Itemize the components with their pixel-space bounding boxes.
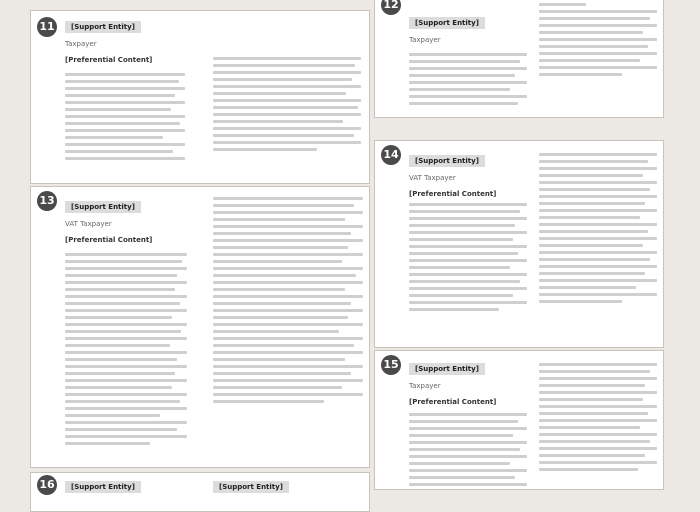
support-entity-value: VAT Taxpayer [65, 220, 112, 228]
card-11-right-text [213, 57, 361, 155]
card-15-right-text [539, 363, 657, 475]
card-13-left-text [65, 253, 187, 449]
support-entity-label: [Support Entity] [65, 201, 141, 213]
support-entity-value: Taxpayer [409, 36, 441, 44]
support-entity-value: Taxpayer [65, 40, 97, 48]
preferential-content-label: [Preferential Content] [65, 56, 153, 64]
preferential-content-label: [Preferential Content] [65, 236, 153, 244]
card-12-right-text [539, 3, 657, 80]
card-11-left-text [65, 73, 185, 164]
card-number-badge: 11 [37, 17, 57, 37]
card-number-badge: 15 [381, 355, 401, 375]
support-entity-value: VAT Taxpayer [409, 174, 456, 182]
preferential-content-label: [Preferential Content] [409, 190, 497, 198]
card-number-badge: 14 [381, 145, 401, 165]
policy-card-16 [30, 472, 370, 512]
card-14-left-text [409, 203, 527, 315]
card-number-badge: 16 [37, 475, 57, 495]
support-entity-label: [Support Entity] [409, 363, 485, 375]
card-15-left-text [409, 413, 527, 490]
support-entity-label: [Support Entity] [409, 155, 485, 167]
card-12-left-text [409, 53, 527, 109]
support-entity-label: [Support Entity] [409, 17, 485, 29]
preferential-content-label: [Preferential Content] [409, 398, 497, 406]
support-entity-label: [Support Entity] [65, 21, 141, 33]
policy-card-12 [374, 0, 664, 118]
card-14-right-text [539, 153, 657, 307]
card-13-right-text [213, 197, 363, 407]
card-number-badge: 12 [381, 0, 401, 15]
policy-card-14 [374, 140, 664, 348]
policy-card-15 [374, 350, 664, 490]
support-entity-value: Taxpayer [409, 382, 441, 390]
card-number-badge: 13 [37, 191, 57, 211]
policy-card-11 [30, 10, 370, 184]
policy-card-13 [30, 186, 370, 468]
support-entity-label-b: [Support Entity] [213, 481, 289, 493]
support-entity-label: [Support Entity] [65, 481, 141, 493]
